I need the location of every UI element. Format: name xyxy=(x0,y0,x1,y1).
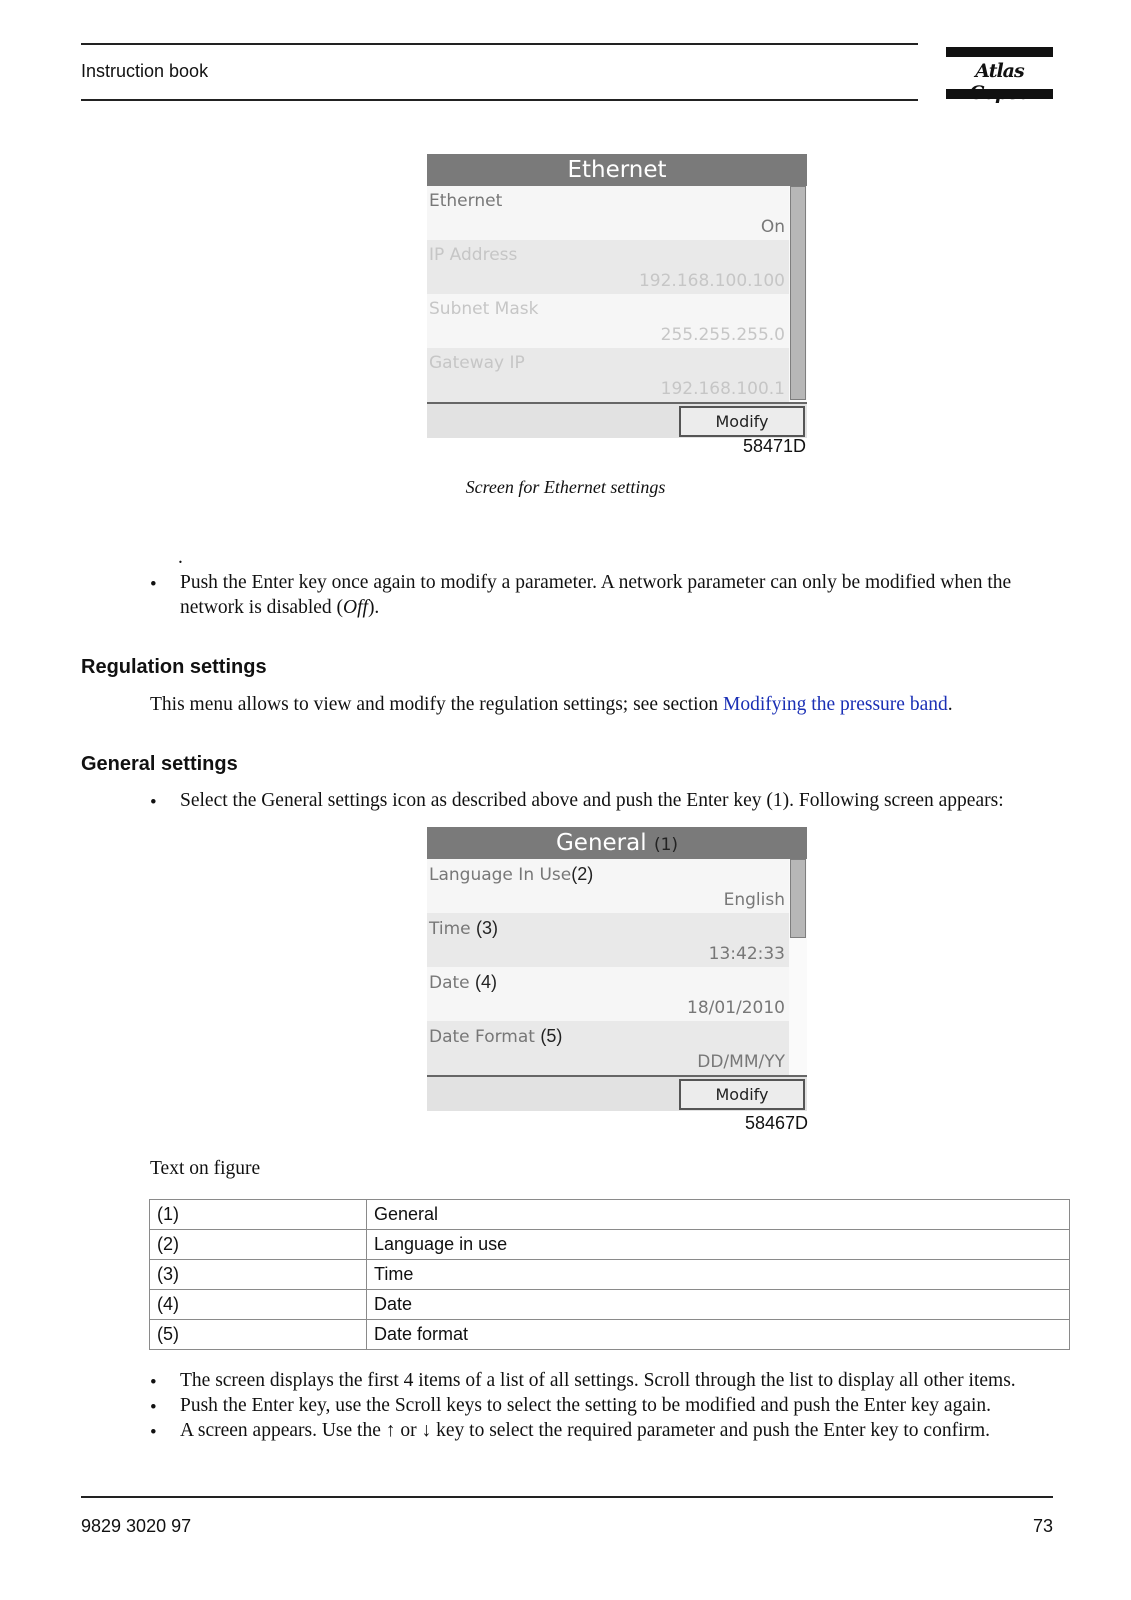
legend-ref: (5) xyxy=(150,1320,367,1350)
legend-ref: (3) xyxy=(150,1260,367,1290)
modify-button[interactable]: Modify xyxy=(679,406,805,437)
scrollbar-thumb[interactable] xyxy=(790,859,806,938)
setting-label: IP Address xyxy=(429,245,518,265)
figure-caption: Screen for Ethernet settings xyxy=(465,477,666,497)
bullet-marker: • xyxy=(150,1397,157,1418)
regulation-text-end: . xyxy=(947,694,953,715)
setting-label: Ethernet xyxy=(429,191,503,211)
pressure-band-link[interactable]: Modifying the pressure band xyxy=(722,694,948,715)
footer-rule xyxy=(81,1496,1053,1498)
header-top-rule xyxy=(81,43,918,45)
legend-text: Date xyxy=(367,1290,1070,1320)
bullet-marker: • xyxy=(150,1372,157,1393)
scrollbar[interactable] xyxy=(789,186,807,402)
ethernet-settings-list xyxy=(427,186,807,402)
list-item[interactable] xyxy=(427,913,807,967)
general-screen-footer xyxy=(427,1075,807,1111)
setting-label: Subnet Mask xyxy=(429,299,539,319)
legend-ref: (2) xyxy=(150,1230,367,1260)
setting-value: 18/01/2010 xyxy=(687,998,785,1018)
instruction-text: Push the Enter key once again to modify a parameter. A network parameter can only be modified when the network is disabled ( xyxy=(180,572,1012,618)
ethernet-screen xyxy=(427,154,807,438)
setting-label-text: Language In Use xyxy=(429,865,572,885)
figure-legend-table xyxy=(149,1199,1070,1350)
bullet-marker: • xyxy=(150,792,157,813)
table-row xyxy=(150,1200,1070,1230)
callout-2: (2) xyxy=(571,864,594,884)
legend-ref: (4) xyxy=(150,1290,367,1320)
legend-text: General xyxy=(367,1200,1070,1230)
scrollbar[interactable] xyxy=(789,859,807,1075)
list-item[interactable] xyxy=(427,859,807,913)
general-settings-instruction: Select the General settings icon as described above and push the Enter key (1). Following screen appears: xyxy=(180,790,1004,811)
header-bottom-rule xyxy=(81,99,918,101)
header-title: Instruction book xyxy=(81,61,209,81)
table-row xyxy=(150,1260,1070,1290)
setting-label xyxy=(429,1026,562,1047)
page-number: 73 xyxy=(1032,1516,1053,1536)
general-settings-list xyxy=(427,859,807,1075)
setting-label-text: Time xyxy=(429,919,471,939)
enter-key-instruction xyxy=(180,570,1060,620)
regulation-paragraph xyxy=(150,692,1070,717)
figure-code: 58471D xyxy=(742,436,806,456)
ethernet-screen-title: Ethernet xyxy=(427,154,807,186)
general-title-text: General xyxy=(555,830,647,856)
list-item[interactable] xyxy=(427,1021,807,1075)
enter-key-scroll-instruction: Push the Enter key, use the Scroll keys to select the setting to be modified and push the Enter key again. xyxy=(180,1395,992,1416)
setting-value: English xyxy=(723,890,785,910)
general-screen xyxy=(427,827,807,1111)
logo-text: Atlas xyxy=(975,60,1024,82)
instruction-text-end: ). xyxy=(367,597,380,618)
bullet-marker: • xyxy=(150,1422,157,1443)
callout-1: (1) xyxy=(653,835,679,855)
table-row xyxy=(150,1320,1070,1350)
confirm-instruction: A screen appears. Use the ↑ or ↓ key to select the required parameter and push the Enter key to confirm. xyxy=(180,1420,991,1441)
document-number: 9829 3020 97 xyxy=(81,1516,192,1536)
setting-value: DD/MM/YY xyxy=(697,1052,785,1072)
legend-text: Language in use xyxy=(367,1230,1070,1260)
legend-ref: (1) xyxy=(150,1200,367,1230)
list-item[interactable] xyxy=(427,240,807,294)
table-row xyxy=(150,1290,1070,1320)
setting-label: Gateway IP xyxy=(429,353,525,373)
list-item[interactable] xyxy=(427,348,807,402)
setting-value: On xyxy=(760,217,785,237)
table-row xyxy=(150,1230,1070,1260)
legend-text: Time xyxy=(367,1260,1070,1290)
callout-5: (5) xyxy=(540,1026,563,1046)
text-on-figure-label: Text on figure xyxy=(150,1158,261,1179)
setting-label xyxy=(429,972,497,993)
setting-label xyxy=(429,918,498,939)
scroll-instruction: The screen displays the first 4 items of a list of all settings. Scroll through the list to display all other items. xyxy=(180,1370,1016,1391)
callout-4: (4) xyxy=(475,972,498,992)
setting-label xyxy=(429,864,593,885)
list-item[interactable] xyxy=(427,967,807,1021)
list-item[interactable] xyxy=(427,294,807,348)
regulation-settings-heading: Regulation settings xyxy=(81,656,267,678)
legend-text: Date format xyxy=(367,1320,1070,1350)
list-item[interactable] xyxy=(427,186,807,240)
setting-value: 192.168.100.1 xyxy=(660,379,785,399)
off-term: Off xyxy=(343,597,368,618)
setting-value: 13:42:33 xyxy=(708,944,785,964)
figure-code: 58467D xyxy=(744,1113,808,1133)
bullet-marker: • xyxy=(150,574,157,595)
ethernet-screen-footer xyxy=(427,402,807,438)
stray-dot: . xyxy=(178,547,183,568)
atlas-copco-logo xyxy=(946,47,1053,101)
general-settings-heading: General settings xyxy=(81,753,238,775)
general-screen-title xyxy=(427,827,807,859)
scrollbar-thumb[interactable] xyxy=(790,186,806,400)
callout-3: (3) xyxy=(476,918,499,938)
setting-value: 192.168.100.100 xyxy=(638,271,785,291)
regulation-text: This menu allows to view and modify the regulation settings; see section xyxy=(150,694,723,715)
setting-value: 255.255.255.0 xyxy=(660,325,785,345)
modify-button[interactable]: Modify xyxy=(679,1079,805,1110)
setting-label-text: Date Format xyxy=(429,1027,535,1047)
setting-label-text: Date xyxy=(429,973,470,993)
